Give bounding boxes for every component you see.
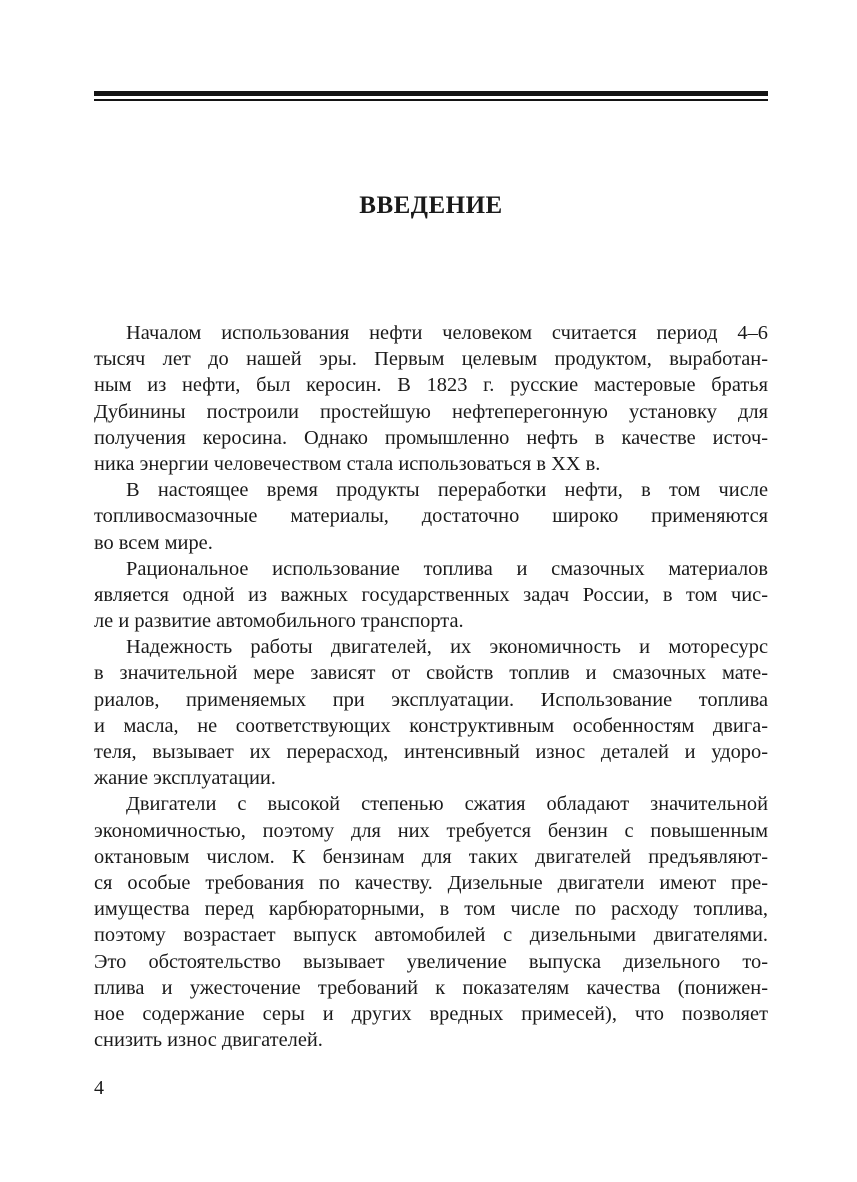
text-line: Надежность работы двигателей, их экономичность и моторесурс (126, 636, 768, 659)
text-line: Это обстоятельство вызывает увеличение выпуска дизельного то- (94, 950, 768, 973)
text-line: получения керосина. Однако промышленно нефть в качестве источ- (94, 426, 768, 449)
text-line: топливосмазочные материалы, достаточно широко применяются (94, 505, 768, 528)
chapter-heading: ВВЕДЕНИЕ (359, 192, 503, 219)
text-line: и масла, не соответствующих конструктивным особенностям двига- (94, 714, 768, 737)
text-line: в значительной мере зависят от свойств топлив и смазочных мате- (94, 662, 768, 685)
text-line: экономичностью, поэтому для них требуется бензин с повышенным (94, 819, 768, 842)
text-line: Дубинины построили простейшую нефтеперегонную установку для (94, 400, 768, 423)
text-line: является одной из важных государственных задач России, в том чис- (94, 583, 768, 606)
text-line: ника энергии человечеством стала использоваться в XX в. (94, 452, 601, 475)
text-line: ся особые требования по качеству. Дизельные двигатели имеют пре- (94, 871, 768, 894)
text-line: жание эксплуатации. (94, 767, 276, 790)
text-line: В настоящее время продукты переработки нефти, в том числе (126, 479, 768, 502)
text-line: теля, вызывает их перерасход, интенсивный износ деталей и удоро- (94, 741, 768, 763)
text-line: октановым числом. К бензинам для таких двигателей предъявляют- (94, 845, 768, 868)
text-line: плива и ужесточение требований к показателям качества (понижен- (94, 976, 768, 999)
text-line: тысяч лет до нашей эры. Первым целевым продуктом, выработан- (94, 348, 768, 371)
paragraph (94, 634, 768, 791)
text-line: имущества перед карбюраторными, в том числе по расходу топлива, (94, 898, 768, 921)
paragraph (94, 791, 768, 1053)
header-rule-thin (94, 99, 768, 101)
page-number: 4 (94, 1077, 104, 1099)
header-rule-thick (94, 91, 768, 96)
text-line: ное содержание серы и других вредных примесей), что позволяет (94, 1002, 768, 1025)
text-line: Началом использования нефти человеком считается период 4–6 (126, 322, 768, 344)
text-line: ле и развитие автомобильного транспорта. (94, 610, 464, 633)
body-text (94, 320, 768, 1053)
text-line: риалов, применяемых при эксплуатации. Использование топлива (94, 688, 768, 711)
text-line: снизить износ двигателей. (94, 1029, 323, 1052)
text-line: Рациональное использование топлива и смазочных материалов (126, 557, 768, 580)
text-line: поэтому возрастает выпуск автомобилей с дизельными двигателями. (94, 924, 768, 947)
paragraph (94, 320, 768, 477)
text-line: во всем мире. (94, 531, 213, 554)
paragraph (94, 556, 768, 635)
text-line: ным из нефти, был керосин. В 1823 г. русские мастеровые братья (94, 374, 768, 397)
text-line: Двигатели с высокой степенью сжатия обладают значительной (126, 793, 768, 816)
paragraph (94, 477, 768, 556)
